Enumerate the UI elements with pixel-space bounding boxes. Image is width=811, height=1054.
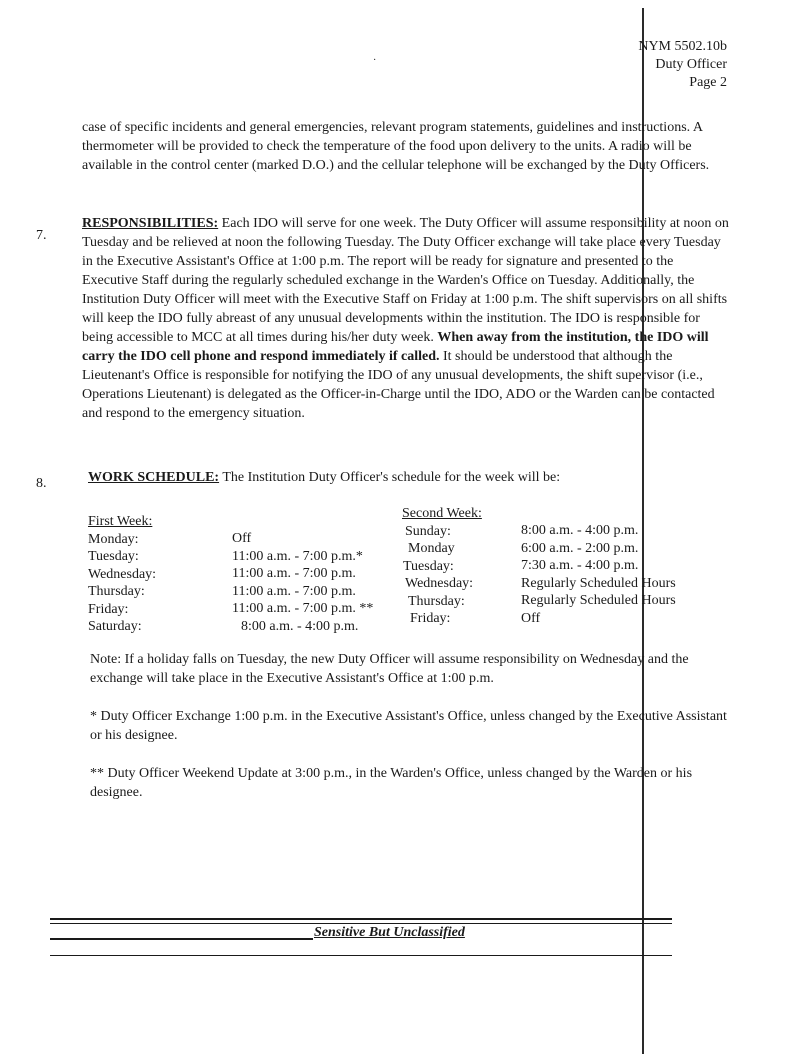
section-8-number: 8. xyxy=(36,476,47,491)
footer-rule-top-thin xyxy=(50,923,672,924)
section-7-text-b: It should be understood that although the Lieutenant's Office is responsible for notifying the IDO of any unusual developments, the shift supervisor (i.e., Operations Lieutenant) is delegated as the Officer-in-Charge until the IDO, ADO or the Warden can be contacted and respond to the emergency situation. xyxy=(82,349,715,421)
schedule-day: Friday: xyxy=(88,601,129,617)
footer-rule-left xyxy=(50,938,313,940)
weekend-update-footnote: ** Duty Officer Weekend Update at 3:00 p.m., in the Warden's Office, unless changed by the Warden or his designee. xyxy=(90,766,693,800)
schedule-time: 8:00 a.m. - 4:00 p.m. xyxy=(241,618,359,634)
section-7-text-a: Each IDO will serve for one week. The Duty Officer will assume responsibility at noon on Tuesday and be relieved at noon the following Tuesday. The Duty Officer exchange will take place every Tuesday in the Executive Assistant's Office at 1:00 p.m. The report will be ready for signature and presented to the Executive Staff during the regularly scheduled exchange in the Warden's Office on Tuesday. Additionally, the Institution Duty Officer will meet with the Executive Staff on Friday at 1:00 p.m. The shift supervisors on all shifts will keep the IDO fully abreast of any unusual developments within the institution. The IDO is responsible for being accessible to MCC at all times during his/her duty week. xyxy=(82,216,729,345)
exchange-footnote: * Duty Officer Exchange 1:00 p.m. in the Executive Assistant's Office, unless changed by the Executive Assistant or his designee. xyxy=(90,709,727,743)
schedule-time: 7:30 a.m. - 4:00 p.m. xyxy=(521,558,639,573)
intro-text: case of specific incidents and general emergencies, relevant program statements, guidelines and instructions. A thermometer will be provided to check the temperature of the food upon delivery to the units. A radio will be available in the control center (marked D.O.) and the cellular telephone will be exchanged by the Duty Officers. xyxy=(82,120,710,173)
schedule-time: Off xyxy=(232,531,252,546)
schedule-day: Thursday: xyxy=(408,593,465,609)
second-week-times xyxy=(521,522,676,627)
schedule-day: Friday: xyxy=(410,611,451,626)
section-7-number: 7. xyxy=(36,228,47,243)
section-8-heading: WORK SCHEDULE: xyxy=(88,470,220,485)
doc-title: Duty Officer xyxy=(655,57,727,72)
holiday-note: Note: If a holiday falls on Tuesday, the new Duty Officer will assume responsibility on Wednesday and the exchange will take place in the Executive Assistant's Office at 1:00 p.m. xyxy=(90,652,689,686)
page-header xyxy=(638,38,727,92)
schedule-time: Off xyxy=(521,610,541,626)
schedule-time: Regularly Scheduled Hours xyxy=(521,575,676,591)
schedule-time: 11:00 a.m. - 7:00 p.m. xyxy=(232,583,356,599)
schedule-day: Monday xyxy=(408,541,455,556)
schedule-time: 11:00 a.m. - 7:00 p.m.* xyxy=(232,548,363,564)
footer-rule-bottom xyxy=(50,955,672,956)
page-number: Page 2 xyxy=(689,75,727,90)
work-schedule-table xyxy=(88,505,708,645)
scan-speck: · xyxy=(373,55,377,66)
schedule-day: Tuesday: xyxy=(403,558,454,574)
second-week-days xyxy=(402,505,482,628)
intro-paragraph xyxy=(82,118,732,175)
schedule-time: Regularly Scheduled Hours xyxy=(521,593,676,608)
schedule-day: Sunday: xyxy=(405,523,451,539)
section-7-heading: RESPONSIBILITIES: xyxy=(82,216,219,231)
schedule-day: Monday: xyxy=(88,531,139,547)
schedule-day: Thursday: xyxy=(88,584,145,599)
schedule-time: 11:00 a.m. - 7:00 p.m. xyxy=(232,566,356,581)
section-7-bold-text: When away from the institution, the IDO will carry the IDO cell phone and respond immediately if called. xyxy=(82,330,709,364)
footer-rule-top xyxy=(50,918,672,920)
first-week-days xyxy=(88,513,156,636)
schedule-time: 8:00 a.m. - 4:00 p.m. xyxy=(521,523,639,538)
schedule-time: 11:00 a.m. - 7:00 p.m. ** xyxy=(232,601,374,616)
first-week-times xyxy=(232,530,373,635)
section-8-text: The Institution Duty Officer's schedule for the week will be: xyxy=(219,470,561,485)
first-week-label: First Week: xyxy=(88,514,153,529)
second-week-label: Second Week: xyxy=(402,506,482,521)
classification-label: Sensitive But Unclassified xyxy=(314,925,465,940)
schedule-day: Wednesday: xyxy=(88,566,157,582)
schedule-day: Saturday: xyxy=(88,619,142,634)
schedule-time: 6:00 a.m. - 2:00 p.m. xyxy=(521,540,639,556)
section-7-paragraph xyxy=(82,214,732,423)
section-8-paragraph xyxy=(88,468,738,487)
doc-number: NYM 5502.10b xyxy=(638,39,727,54)
schedule-day: Tuesday: xyxy=(88,549,139,564)
schedule-day: Wednesday: xyxy=(405,576,474,591)
